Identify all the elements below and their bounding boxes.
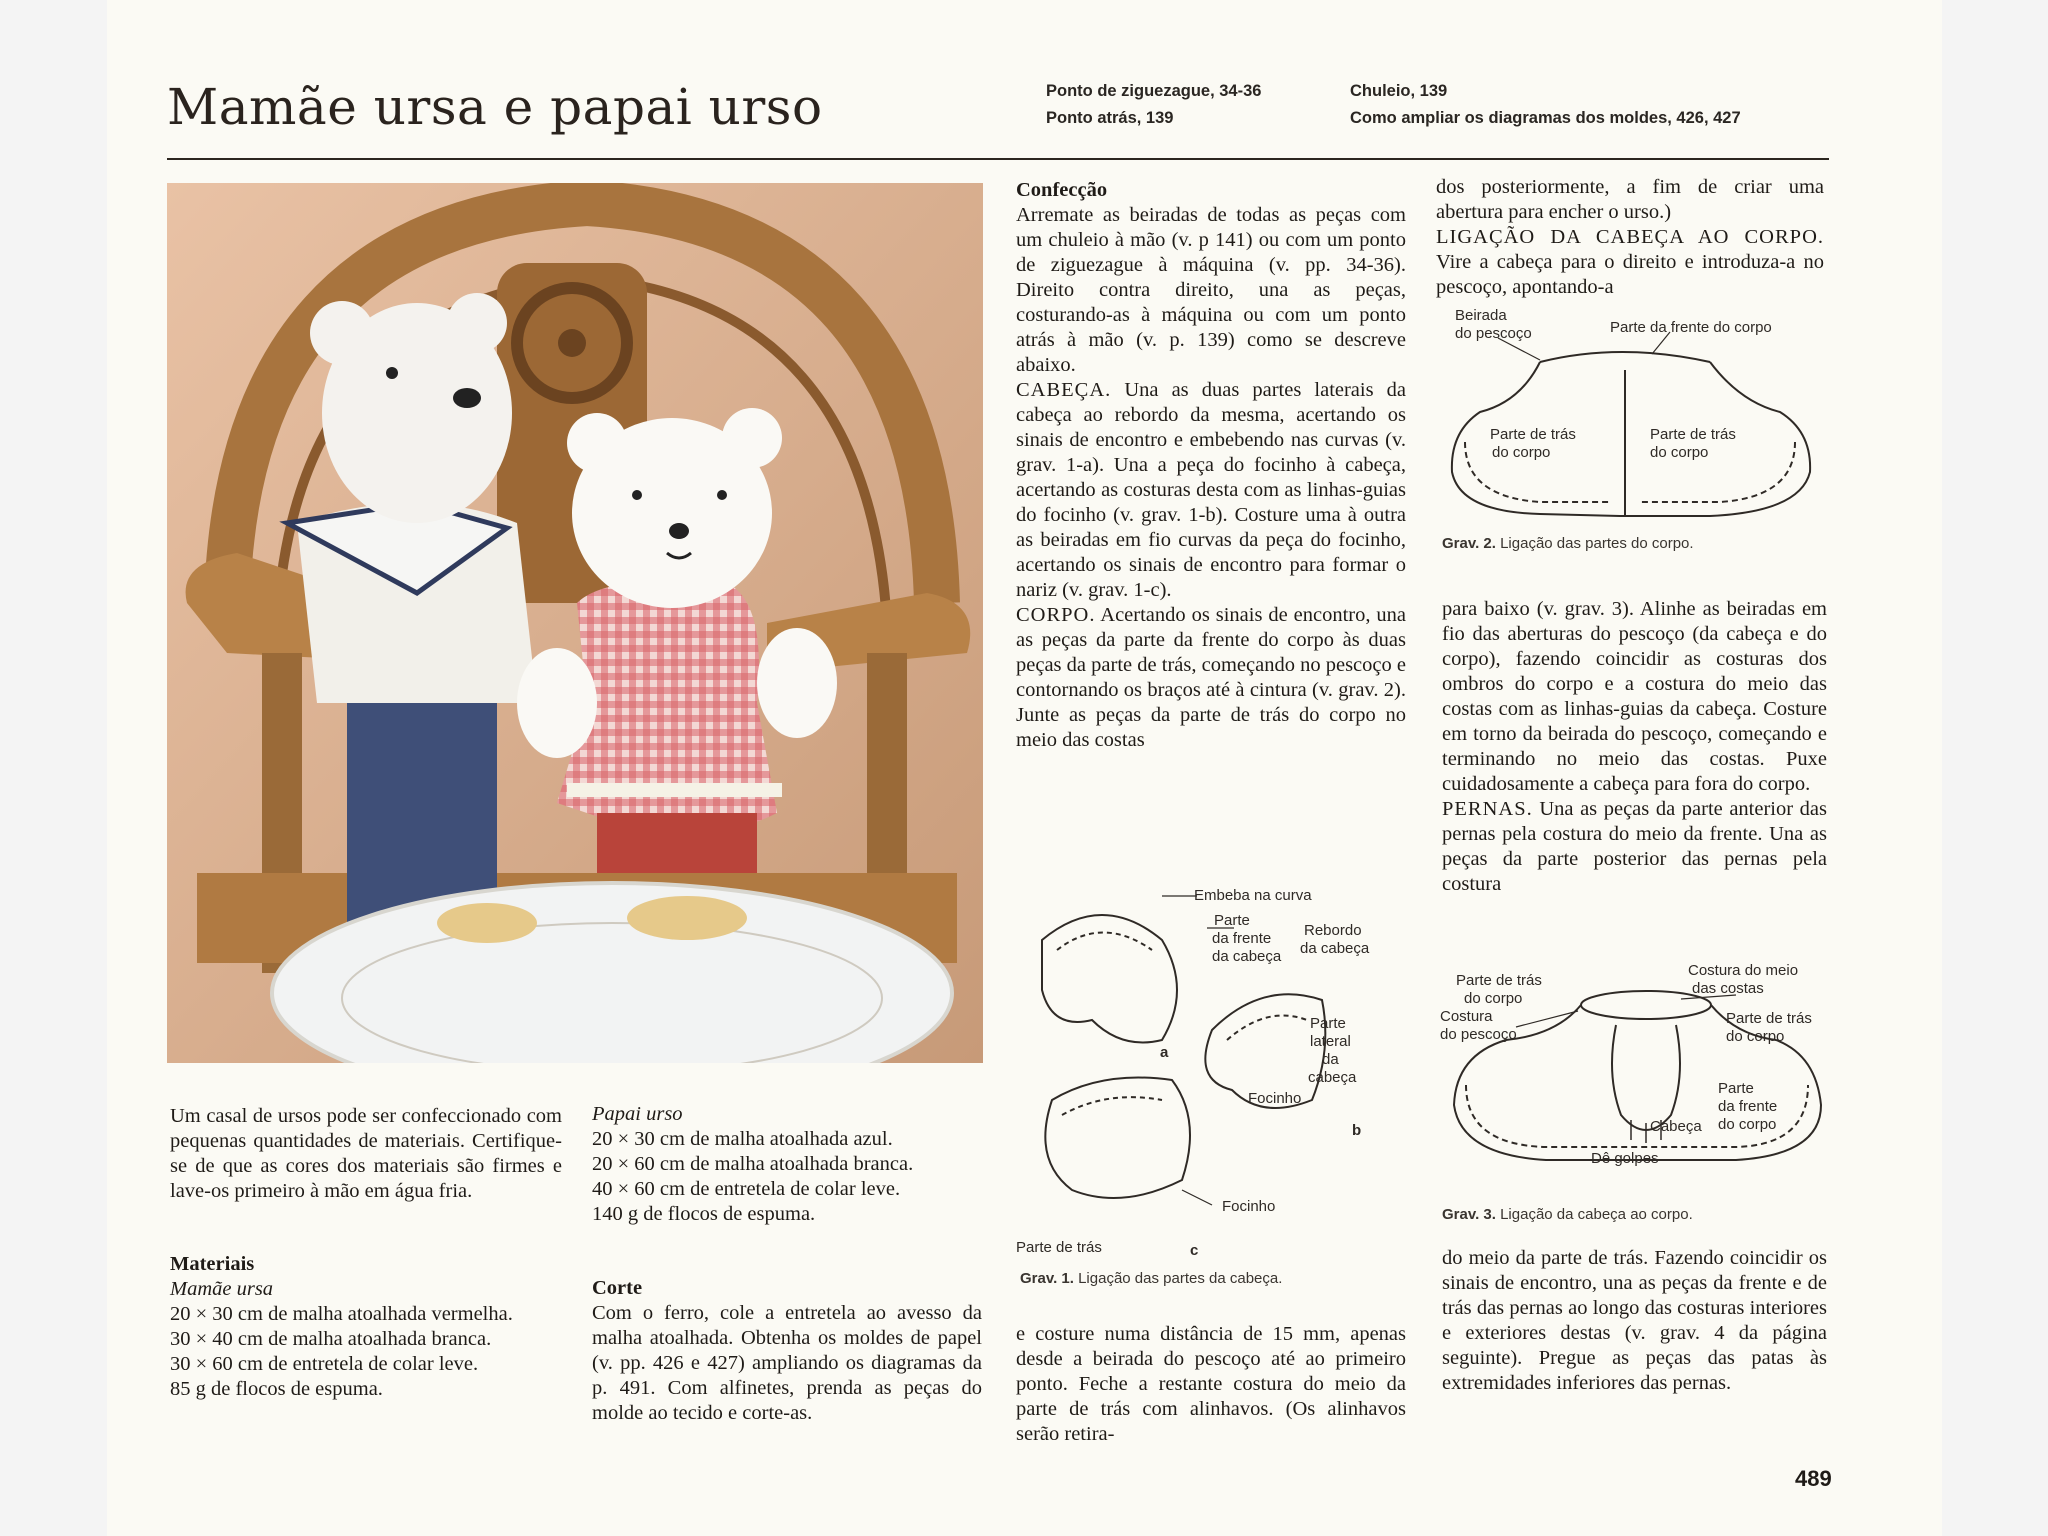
- fig2-label-tras-right: Parte de trás: [1650, 426, 1736, 443]
- confeccao-heading: Confecção: [1016, 179, 1108, 201]
- materials-heading: Materiais: [170, 1253, 255, 1275]
- figure-1-head-diagram: [1012, 880, 1402, 1260]
- papa-item: 140 g de flocos de espuma.: [592, 1203, 816, 1225]
- corpo-label: CORPO.: [1016, 604, 1096, 626]
- intro-paragraph: Um casal de ursos pode ser confeccionado com pequenas quantidades de materiais. Certifique-se de que as cores dos materiais são firmes e lave-os primeiro à mão em água fria.: [170, 1105, 562, 1202]
- mama-item: 85 g de flocos de espuma.: [170, 1378, 383, 1400]
- fig3-label-tras-right: Parte de trás: [1726, 1010, 1812, 1027]
- ref-ponto-atras: Ponto atrás, 139: [1046, 109, 1174, 127]
- fig1-label-embeba: Embeba na curva: [1194, 887, 1312, 904]
- fig2-caption-num: Grav. 2.: [1442, 535, 1496, 552]
- page-number: 489: [1795, 1466, 1832, 1491]
- col4-paragraph-2: para baixo (v. grav. 3). Alinhe as beiradas em fio das aberturas do pescoço (da cabeça e do corpo), fazendo coincidir as costuras dos ombros do corpo e a costura do meio das costas com as linhas-guias da cabeça. Costure em torno da beirada do pescoço, começando e terminando no meio das costas. Puxe cuidadosamente a cabeça para fora do corpo.: [1442, 598, 1827, 795]
- fig3-label-costura: do pescoço: [1440, 1026, 1517, 1043]
- ligacao-label: LIGAÇÃO DA CABEÇA AO CORPO.: [1436, 226, 1824, 248]
- fig1-label-lateral: cabeça: [1308, 1069, 1357, 1086]
- confeccao-intro: Arremate as beiradas de todas as peças com um chuleio à mão (v. p 141) ou com um ponto de ziguezague à máquina (v. pp. 34-36). Direito contra direito, una as peças, costurando-as à máquina ou com um ponto atrás à mão (v. p. 139) como se descreve abaixo.: [1016, 204, 1406, 376]
- figure-3-head-body-diagram: [1436, 955, 1836, 1185]
- corte-heading: Corte: [592, 1277, 643, 1299]
- confeccao-continuation: e costure numa distância de 15 mm, apenas desde a beirada do pescoço até ao primeiro ponto. Feche a restante costura do meio da parte de trás com alinhavos. (Os alinhavos serão retira-: [1016, 1323, 1406, 1445]
- papa-item: 20 × 60 cm de malha atoalhada branca.: [592, 1153, 914, 1175]
- fig1-label-parte: Parte: [1214, 912, 1250, 929]
- fig1-label-b: b: [1352, 1122, 1362, 1139]
- cabeca-text: Una as duas partes laterais da cabeça ao rebordo da mesma, acertando os sinais de encontro e embebendo nas curvas (v. grav. 1-a). Una a peça do focinho à cabeça, acertando as costuras desta com as linhas-guias do focinho (v. grav. 1-b). Costure uma à outra as beiradas em fio curvas da peça do focinho, acertando os sinais de encontro para formar o nariz (v. grav. 1-c).: [1016, 379, 1407, 601]
- fig1-label-focinho-c: Focinho: [1222, 1198, 1276, 1215]
- fig3-label-frente: da frente: [1718, 1098, 1778, 1115]
- fig3-label-tras: Parte de trás: [1456, 972, 1542, 989]
- fig2-label-tras-left: Parte de trás: [1490, 426, 1576, 443]
- mama-item: 30 × 40 cm de malha atoalhada branca.: [170, 1328, 492, 1350]
- figure-3-caption: [1442, 1206, 1693, 1223]
- cross-references-left: [1046, 78, 1261, 132]
- fig3-label-frente: do corpo: [1718, 1116, 1777, 1133]
- fig1-caption-text: Ligação das partes da cabeça.: [1078, 1270, 1283, 1287]
- mama-item: 20 × 30 cm de malha atoalhada vermelha.: [170, 1303, 513, 1325]
- mama-heading: Mamãe ursa: [170, 1278, 274, 1300]
- ref-chuleio: Chuleio, 139: [1350, 82, 1448, 100]
- ref-ampliar-diagramas: Como ampliar os diagramas dos moldes, 426, 427: [1350, 109, 1741, 127]
- ligacao-paragraph: [1436, 225, 1824, 300]
- papa-heading: Papai urso: [592, 1103, 683, 1125]
- fig3-label-meio: Costura do meio: [1688, 962, 1799, 979]
- fig1-label-da-frente: da frente: [1212, 930, 1272, 947]
- bears-photo: [167, 183, 983, 1063]
- fig1-label-focinho: Focinho: [1248, 1090, 1302, 1107]
- fig2-caption-text: Ligação das partes do corpo.: [1500, 535, 1694, 552]
- fig1-label-lateral: da: [1322, 1051, 1339, 1068]
- legs-continuation: do meio da parte de trás. Fazendo coincidir os sinais de encontro, una as peças da frente e de trás das pernas ao longo das costuras interiores e exteriores destas (v. grav. 4 da página seguinte). Pregue as peças das patas às extremidades inferiores das pernas.: [1442, 1247, 1827, 1394]
- fig1-label-lateral: lateral: [1310, 1033, 1351, 1050]
- fig1-label-a: a: [1160, 1044, 1169, 1061]
- cross-references-right: [1350, 78, 1741, 132]
- figure-2-caption: [1442, 535, 1694, 552]
- fig2-label-tras-right: do corpo: [1650, 444, 1709, 461]
- figure-1-caption: [1020, 1270, 1282, 1287]
- fig2-label-frente: Parte da frente do corpo: [1610, 319, 1772, 336]
- materials-papa: [592, 1102, 982, 1227]
- figure-2-body-diagram: [1440, 302, 1830, 522]
- cabeca-paragraph: [1016, 378, 1406, 603]
- corte-section: [592, 1276, 982, 1426]
- fig3-label-golpes: Dê golpes: [1591, 1150, 1659, 1167]
- fig3-caption-text: Ligação da cabeça ao corpo.: [1500, 1206, 1693, 1223]
- page-title: Mamãe ursa e papai urso: [167, 78, 823, 136]
- fig3-label-meio: das costas: [1692, 980, 1764, 997]
- fig2-label-beirada: Beirada: [1455, 307, 1507, 324]
- fig1-label-lateral: Parte: [1310, 1015, 1346, 1032]
- fig1-label-da-cabeca: da cabeça: [1212, 948, 1282, 965]
- fig3-label-costura: Costura: [1440, 1008, 1493, 1025]
- header-rule: [167, 158, 1829, 160]
- papa-item: 40 × 60 cm de entretela de colar leve.: [592, 1178, 901, 1200]
- fig3-label-tras-right: do corpo: [1726, 1028, 1785, 1045]
- ref-ziguezague: Ponto de ziguezague, 34-36: [1046, 82, 1262, 100]
- ligacao-text: Vire a cabeça para o direito e introduza-a no pescoço, apontando-a: [1436, 251, 1824, 298]
- fig1-label-rebordo-da-cabeca: da cabeça: [1300, 940, 1370, 957]
- fig3-label-cabeca: Cabeça: [1650, 1118, 1702, 1135]
- materials-mama: [170, 1252, 562, 1402]
- papa-item: 20 × 30 cm de malha atoalhada azul.: [592, 1128, 893, 1150]
- pernas-label: PERNAS.: [1442, 798, 1533, 820]
- corte-text: Com o ferro, cole a entretela ao avesso da malha atoalhada. Obtenha os moldes de papel (v. pp. 426 e 427) ampliando os diagramas da p. 491. Com alfinetes, prenda as peças do molde ao tecido e corte-as.: [592, 1302, 982, 1424]
- corpo-text: Acertando os sinais de encontro, una as peças da parte da frente do corpo às duas peças da parte de trás, começando no pescoço e contornando os braços até à cintura (v. grav. 2). Junte as peças da parte de trás do corpo no meio das costas: [1016, 604, 1406, 751]
- pernas-text: Una as peças da parte anterior das pernas pela costura do meio da frente. Una as peças da parte posterior das pernas pela costura: [1442, 798, 1827, 895]
- fig3-label-frente: Parte: [1718, 1080, 1754, 1097]
- ligacao-section: [1436, 175, 1824, 300]
- fig2-label-tras-left: do corpo: [1492, 444, 1551, 461]
- confeccao-section: [1016, 178, 1406, 753]
- fig1-label-rebordo: Rebordo: [1304, 922, 1362, 939]
- mama-item: 30 × 60 cm de entretela de colar leve.: [170, 1353, 479, 1375]
- fig2-label-do-pescoco: do pescoço: [1455, 325, 1532, 342]
- fig1-label-parte-de-tras: Parte de trás: [1016, 1239, 1102, 1256]
- fig1-caption-num: Grav. 1.: [1020, 1270, 1074, 1287]
- col4-intro: dos posteriormente, a fim de criar uma abertura para encher o urso.): [1436, 176, 1824, 223]
- fig3-caption-num: Grav. 3.: [1442, 1206, 1496, 1223]
- pernas-paragraph: [1442, 797, 1827, 897]
- corpo-paragraph: [1016, 603, 1406, 753]
- fig1-label-c: c: [1190, 1242, 1199, 1259]
- fig3-label-tras: do corpo: [1464, 990, 1523, 1007]
- cabeca-label: CABEÇA.: [1016, 379, 1112, 401]
- neck-join-section: [1442, 597, 1827, 897]
